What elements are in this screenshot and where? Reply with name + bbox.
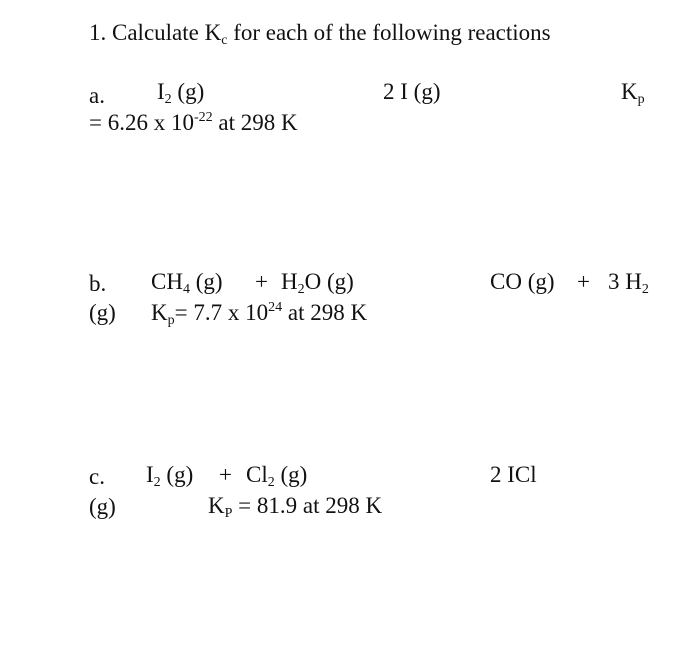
part-b-reactant-2: $H_2O$ (g) xyxy=(281,269,354,297)
part-c-product: 2 ICl xyxy=(490,462,537,487)
part-a-letter: a. xyxy=(89,83,105,108)
part-a-k-value: = 6.26 x $10^{-22}$ at 298 K xyxy=(89,110,298,135)
part-b-k-value: $K_p= 7.7$ x $10^{24}$ at 298 K xyxy=(151,300,368,328)
question-number: 1. xyxy=(89,20,107,45)
part-a-k-label: $K_p$ xyxy=(621,79,645,107)
part-c-reactant-2: $Cl_2$ (g) xyxy=(246,462,308,490)
question-title xyxy=(89,20,551,48)
part-c-k-value: $K_P = 81.9$ at 298 K xyxy=(208,493,383,521)
part-b-phase-wrap: (g) xyxy=(89,300,116,325)
part-a-product: 2 I (g) xyxy=(383,79,441,104)
question-text: Calculate $K_c$ for each of the following reactions xyxy=(112,20,551,48)
part-b-plus-1: + xyxy=(255,269,268,294)
part-b-plus-2: + xyxy=(577,269,590,294)
part-b-letter: b. xyxy=(89,271,107,296)
part-b-product-2: 3 $H_2$ xyxy=(608,269,649,297)
part-b-product-1: CO (g) xyxy=(490,269,555,294)
part-c-phase-wrap: (g) xyxy=(89,494,116,519)
part-c-plus: + xyxy=(219,462,232,487)
part-b-reactant-1: $CH_4$ (g) xyxy=(151,269,223,297)
part-c-letter: c. xyxy=(89,464,105,489)
part-c-reactant-1: $I_2$ (g) xyxy=(146,462,194,490)
part-a-reactant: $I_2$ (g) xyxy=(157,79,205,107)
